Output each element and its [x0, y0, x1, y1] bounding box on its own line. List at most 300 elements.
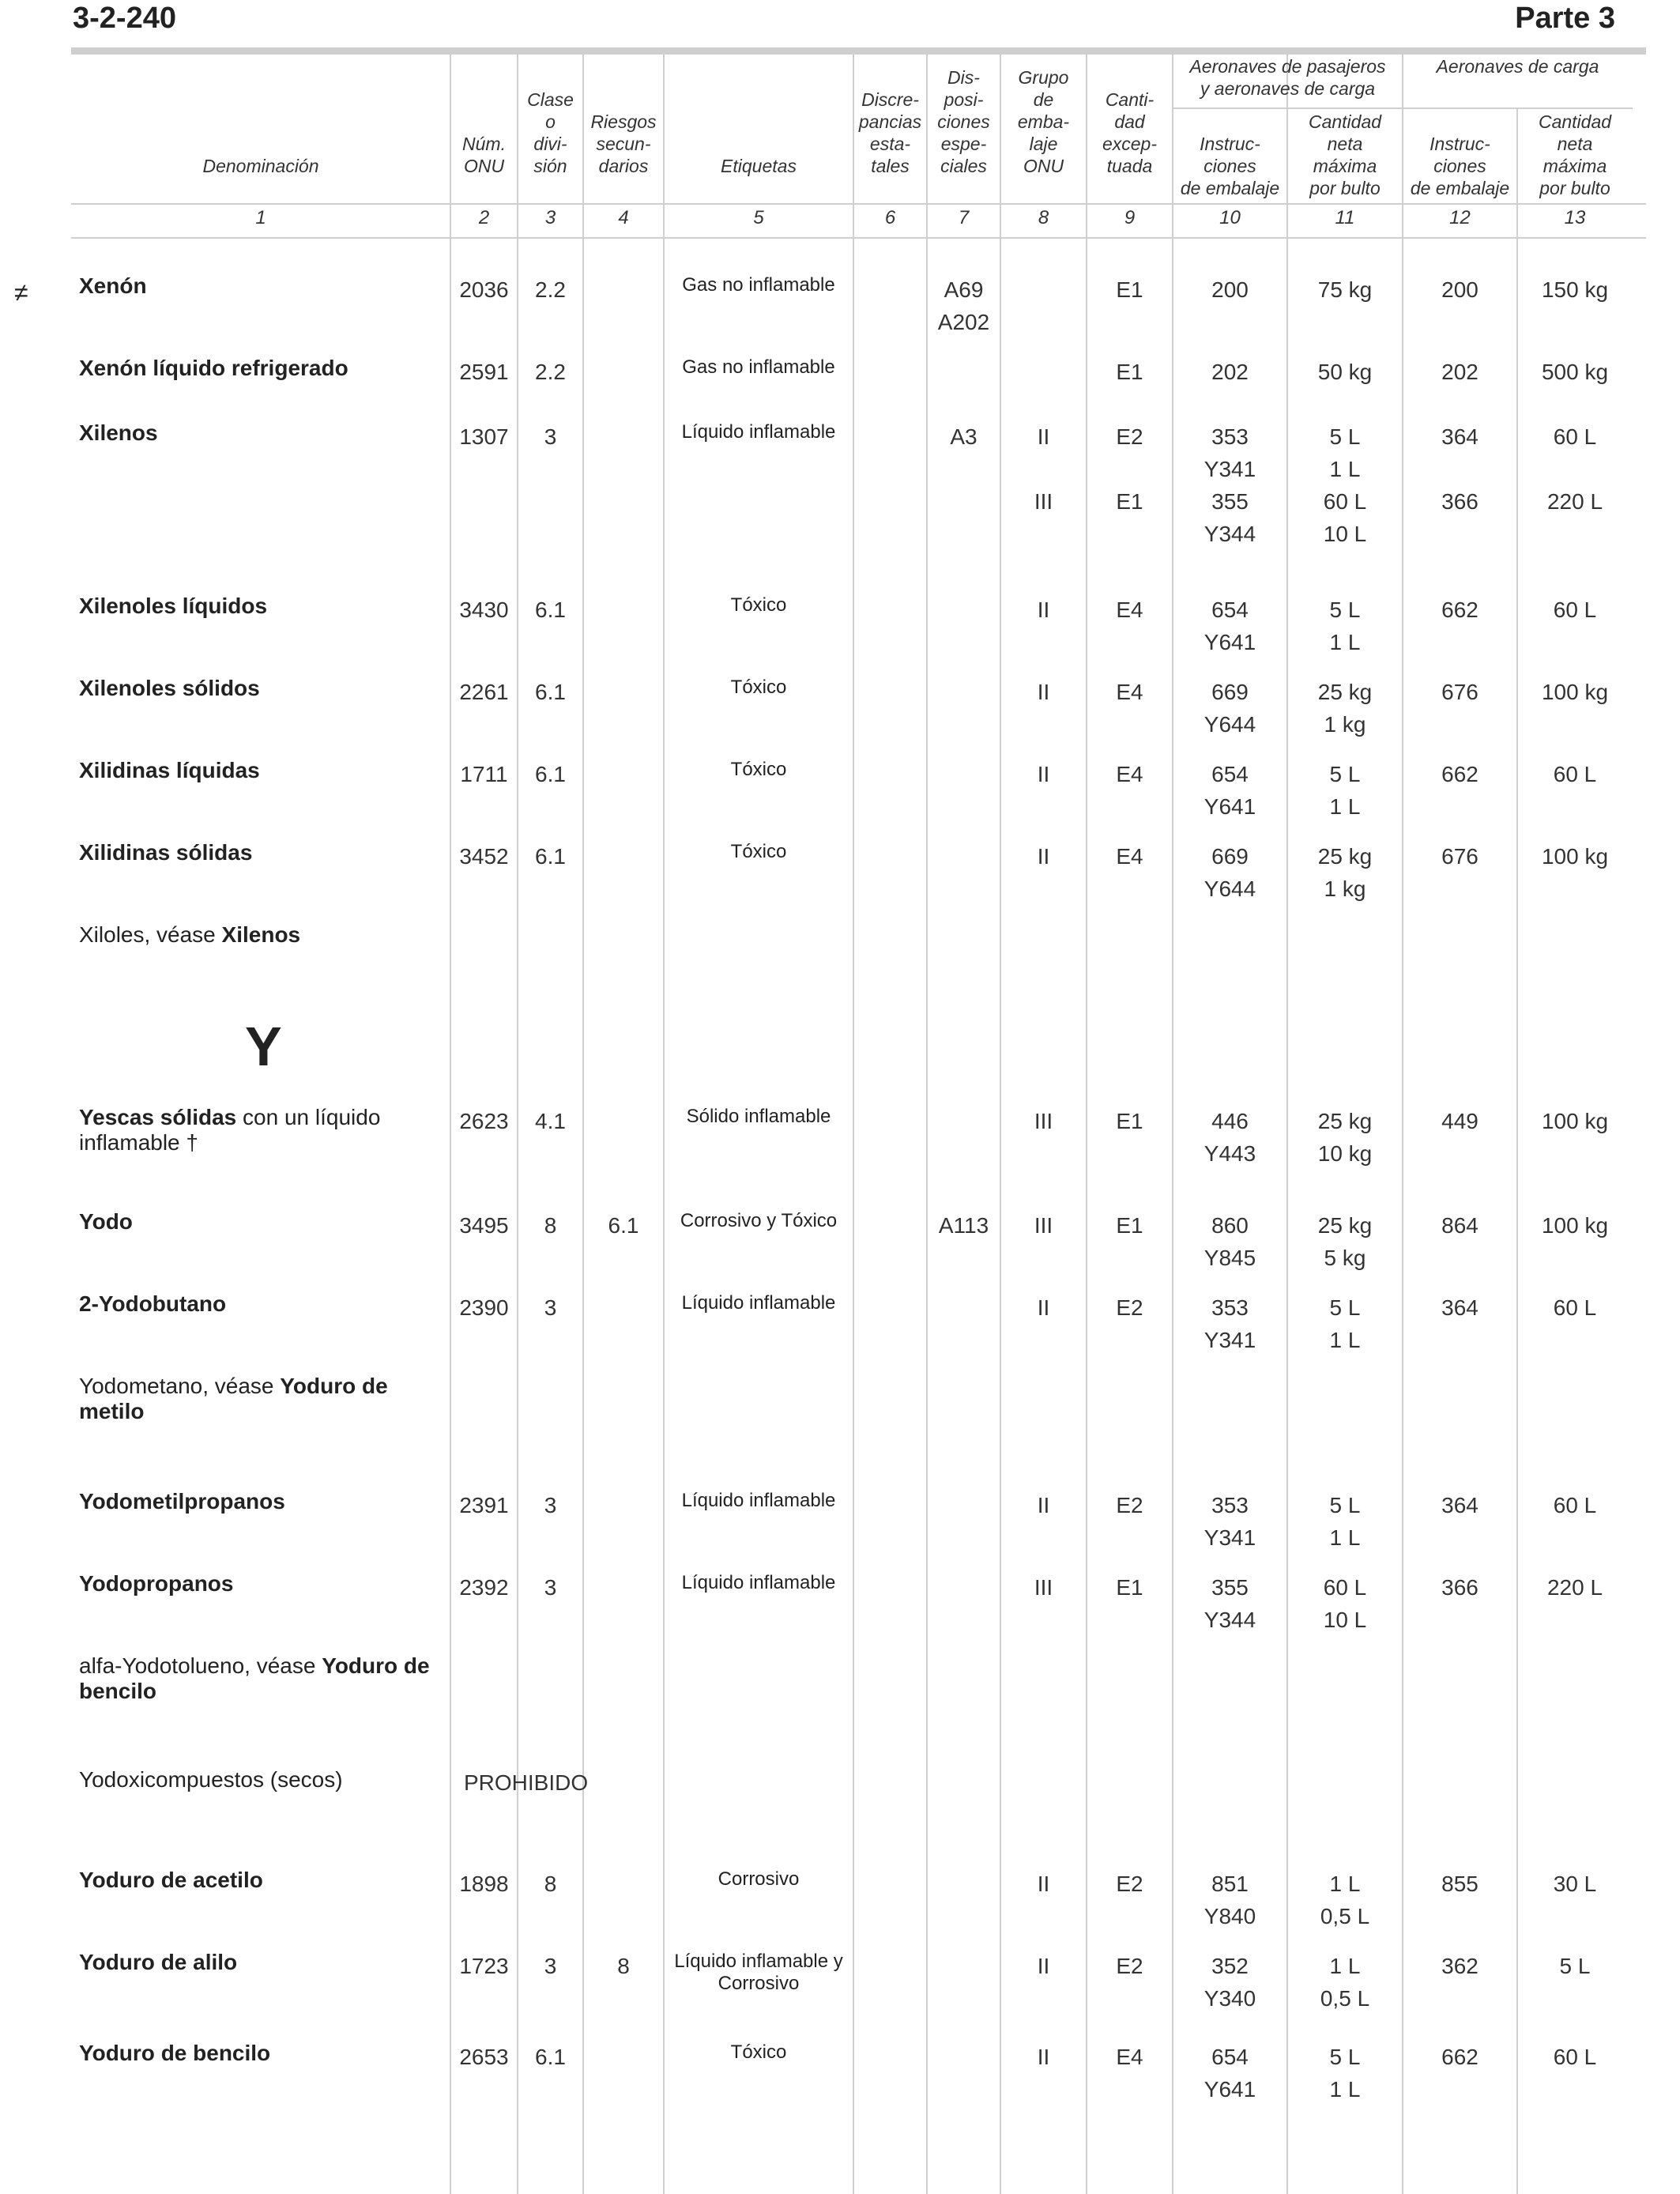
header-cantidad-exceptuada-line: Canti-	[1105, 89, 1155, 110]
header-discrepancias-line: Discre-	[861, 89, 919, 110]
cell-cantidad-1: 10 L	[1323, 522, 1367, 546]
column-number: 5	[753, 207, 764, 228]
cell-cantidad-1: 75 kg	[1317, 277, 1373, 302]
cell-clase: 8	[544, 1213, 557, 1238]
header-group-carga: Aeronaves de carga	[1436, 56, 1599, 77]
header-disposiciones-line: posi-	[944, 89, 984, 110]
cell-cantidad-exceptuada: E2	[1116, 1954, 1143, 1978]
name-bold: Xenón	[79, 273, 147, 298]
cell-onu: 3495	[459, 1213, 509, 1238]
cell-instrucciones-1: 353	[1211, 1295, 1249, 1320]
substance-name	[79, 420, 450, 446]
header-cantidad-exceptuada	[1088, 89, 1171, 177]
cell-grupo: III	[1034, 1109, 1053, 1133]
name-bold: Yoduro de bencilo	[79, 2041, 271, 2065]
column-number: 3	[544, 207, 556, 228]
cell-cantidad-exceptuada: E4	[1116, 2045, 1143, 2069]
cell-riesgo: 6.1	[608, 1213, 639, 1238]
page-number: 3-2-240	[73, 2, 176, 35]
cell-onu: 1711	[460, 762, 508, 786]
substance-name	[79, 1105, 450, 1155]
substance-name	[79, 1489, 450, 1514]
cell-etiqueta: Tóxico	[730, 594, 787, 616]
header-grupo-line: ONU	[1023, 156, 1064, 176]
cell-instrucciones-1: Y341	[1203, 457, 1256, 481]
cell-etiqueta: Tóxico	[730, 2041, 787, 2063]
cell-etiqueta: Gas no inflamable	[682, 356, 835, 378]
column-number: 11	[1335, 207, 1355, 228]
cell-instrucciones-1: 654	[1211, 598, 1249, 622]
cell-clase: 3	[544, 1954, 557, 1978]
cell-cantidad-2: 220 L	[1546, 489, 1603, 514]
cell-cantidad-exceptuada: E2	[1116, 1872, 1143, 1896]
cell-cantidad-exceptuada: E2	[1116, 1295, 1143, 1320]
cell-cantidad-exceptuada: E1	[1116, 360, 1143, 384]
cell-cantidad-2: 100 kg	[1541, 680, 1609, 704]
cell-onu: 1307	[459, 424, 509, 449]
header-clase-line: divi-	[533, 134, 567, 154]
cell-instrucciones-2: 662	[1441, 2045, 1478, 2069]
cell-instrucciones-2: 200	[1441, 277, 1478, 302]
header-riesgos-line: secun-	[596, 134, 651, 154]
header-cantidad-1	[1289, 111, 1401, 199]
header-denominacion-line: Denominación	[202, 156, 319, 176]
cell-cantidad-exceptuada: E4	[1116, 844, 1143, 869]
cell-cantidad-2: 60 L	[1553, 2045, 1597, 2069]
header-instrucciones-2-line: ciones	[1433, 156, 1486, 176]
cell-cantidad-exceptuada: E1	[1116, 277, 1143, 302]
substance-name	[79, 1374, 450, 1424]
name-suffix: con un líquido inflamable †	[79, 1105, 381, 1155]
cell-cantidad-exceptuada: E1	[1116, 1213, 1143, 1238]
cell-cantidad-exceptuada: E2	[1116, 424, 1143, 449]
cell-riesgo: 8	[617, 1954, 630, 1978]
header-group-line: Aeronaves de pasajeros	[1189, 56, 1386, 77]
header-num-onu-line: Núm.	[462, 134, 506, 154]
cell-instrucciones-2: 662	[1441, 598, 1478, 622]
cell-onu: 2392	[459, 1575, 509, 1600]
cell-instrucciones-2: 202	[1441, 360, 1478, 384]
cell-instrucciones-1: 353	[1211, 1493, 1249, 1517]
cell-instrucciones-1: 654	[1211, 762, 1249, 786]
section-letter: Y	[245, 1016, 282, 1077]
column-number: 4	[618, 207, 629, 228]
cell-grupo: II	[1037, 424, 1050, 449]
cell-grupo: III	[1034, 1575, 1053, 1600]
column-divider	[663, 55, 665, 2194]
cell-instrucciones-1: 446	[1211, 1109, 1249, 1133]
cell-disposiciones: A3	[950, 424, 977, 449]
cell-clase: 6.1	[535, 844, 566, 869]
header-riesgos-line: darios	[598, 156, 649, 176]
cell-instrucciones-2: 364	[1441, 424, 1478, 449]
cell-cantidad-1: 5 L	[1329, 2045, 1361, 2069]
cell-cantidad-1: 60 L	[1323, 489, 1367, 514]
cell-etiqueta: Líquido inflamable y Corrosivo	[674, 1951, 843, 1994]
header-etiquetas-line: Etiquetas	[721, 156, 797, 176]
cell-cantidad-1: 1 L	[1329, 1328, 1361, 1352]
header-cantidad-2-line: por bulto	[1539, 178, 1610, 198]
cell-cantidad-1: 1 L	[1329, 1954, 1361, 1978]
header-cantidad-1-line: neta	[1327, 134, 1363, 154]
cell-clase: 3	[544, 424, 557, 449]
header-discrepancias	[855, 89, 925, 177]
cell-instrucciones-1: Y340	[1203, 1986, 1256, 2011]
header-cantidad-1-line: máxima	[1313, 156, 1377, 176]
substance-name	[79, 2041, 450, 2066]
column-number: 6	[884, 207, 896, 228]
cell-cantidad-2: 60 L	[1553, 762, 1597, 786]
cell-cantidad-1: 5 L	[1329, 1493, 1361, 1517]
cell-etiqueta: Corrosivo	[718, 1868, 800, 1890]
cell-etiqueta: Líquido inflamable	[681, 421, 836, 443]
cell-cantidad-1: 50 kg	[1317, 360, 1373, 384]
column-divider	[853, 55, 854, 2194]
cell-cantidad-2: 60 L	[1553, 1295, 1597, 1320]
header-cantidad-2-line: Cantidad	[1538, 111, 1612, 132]
cell-instrucciones-1: 851	[1211, 1872, 1249, 1896]
cell-cantidad-exceptuada: E4	[1116, 680, 1143, 704]
header-group-pasajeros	[1173, 55, 1403, 100]
column-number: 2	[478, 207, 490, 228]
group-header-rule	[1173, 107, 1633, 109]
header-discrepancias-line: tales	[871, 156, 910, 176]
name-bold: Yodopropanos	[79, 1571, 234, 1596]
substance-name	[79, 356, 450, 381]
header-grupo-line: emba-	[1017, 111, 1070, 132]
substance-name	[79, 758, 450, 783]
cell-instrucciones-1: Y644	[1203, 876, 1256, 901]
cell-grupo: II	[1037, 1295, 1050, 1320]
cell-cantidad-2: 100 kg	[1541, 1213, 1609, 1238]
cell-onu: 1898	[459, 1872, 509, 1896]
cell-cantidad-1: 25 kg	[1317, 844, 1373, 869]
header-etiquetas	[665, 155, 852, 177]
cell-cantidad-1: 0,5 L	[1320, 1986, 1370, 2011]
cell-instrucciones-2: 362	[1441, 1954, 1478, 1978]
cell-etiqueta: Gas no inflamable	[682, 274, 835, 296]
change-mark: ≠	[14, 278, 28, 307]
cell-cantidad-2: 100 kg	[1541, 1109, 1609, 1133]
column-number: 9	[1124, 207, 1136, 228]
cell-clase: 6.1	[535, 680, 566, 704]
cell-clase: 2.2	[535, 277, 566, 302]
cell-grupo: III	[1034, 1213, 1053, 1238]
header-grupo-line: Grupo	[1018, 67, 1069, 88]
header-num-onu	[452, 133, 516, 177]
cell-instrucciones-1: Y641	[1203, 630, 1256, 654]
cell-cantidad-1: 60 L	[1323, 1575, 1367, 1600]
column-divider	[926, 55, 928, 2194]
cell-cantidad-exceptuada: E4	[1116, 598, 1143, 622]
cell-grupo: II	[1037, 680, 1050, 704]
cell-cantidad-1: 1 kg	[1324, 712, 1366, 737]
cell-grupo: II	[1037, 844, 1050, 869]
header-discrepancias-line: esta-	[869, 134, 911, 154]
header-instrucciones-2	[1404, 133, 1516, 199]
substance-name	[79, 273, 450, 299]
cell-instrucciones-1: 654	[1211, 2045, 1249, 2069]
header-clase-line: o	[545, 111, 556, 132]
cell-instrucciones-1: Y845	[1203, 1246, 1256, 1270]
name-prefix: Xiloles, véase	[79, 922, 222, 947]
header-denominacion	[73, 155, 449, 177]
name-bold: Xilidinas sólidas	[79, 840, 253, 865]
cell-onu: 2036	[459, 277, 509, 302]
substance-name	[79, 1291, 450, 1317]
cell-cantidad-exceptuada: E1	[1116, 1575, 1143, 1600]
cell-instrucciones-1: Y341	[1203, 1328, 1256, 1352]
header-clase-line: sión	[533, 156, 567, 176]
cell-etiqueta: Sólido inflamable	[686, 1106, 831, 1127]
header-disposiciones	[929, 66, 999, 177]
cell-cantidad-exceptuada: E1	[1116, 1109, 1143, 1133]
name-bold: Yodometilpropanos	[79, 1489, 285, 1514]
cell-onu: 3430	[459, 598, 509, 622]
column-number: 13	[1564, 207, 1586, 228]
cell-clase: 6.1	[535, 762, 566, 786]
cell-disposiciones: A69	[944, 277, 984, 302]
cell-instrucciones-1: Y644	[1203, 712, 1256, 737]
cell-cantidad-1: 1 L	[1329, 1525, 1361, 1550]
cell-cantidad-1: 5 L	[1329, 762, 1361, 786]
cell-onu: 2390	[459, 1295, 509, 1320]
cell-etiqueta: Tóxico	[730, 841, 787, 862]
cell-cantidad-1: 1 L	[1329, 794, 1361, 819]
cell-grupo: II	[1037, 598, 1050, 622]
name-bold: Xenón líquido refrigerado	[79, 356, 348, 380]
substance-name	[79, 594, 450, 619]
cell-clase: 8	[544, 1872, 557, 1896]
header-num-onu-line: ONU	[463, 156, 505, 176]
cell-onu: 2591	[459, 360, 509, 384]
name-prefix: Yodometano, véase	[79, 1374, 281, 1398]
header-cantidad-2-line: neta	[1557, 134, 1593, 154]
cell-etiqueta: Tóxico	[730, 759, 787, 780]
name-bold: Xilidinas líquidas	[79, 758, 260, 782]
cell-instrucciones-1: 353	[1211, 424, 1249, 449]
substance-name	[79, 1209, 450, 1235]
cell-grupo: II	[1037, 1954, 1050, 1978]
cell-instrucciones-2: 366	[1441, 489, 1478, 514]
header-discrepancias-line: pancias	[858, 111, 922, 132]
substance-name	[79, 840, 450, 865]
cell-onu: 2653	[459, 2045, 509, 2069]
cell-instrucciones-1: Y641	[1203, 794, 1256, 819]
cell-cantidad-2: 220 L	[1546, 1575, 1603, 1600]
header-cantidad-exceptuada-line: dad	[1114, 111, 1145, 132]
name-bold: Yoduro de alilo	[79, 1950, 238, 1974]
column-number: 10	[1219, 207, 1241, 228]
name-bold: Xilenos	[221, 922, 301, 947]
header-instrucciones-1	[1174, 133, 1286, 199]
header-rule	[71, 203, 1646, 205]
header-cantidad-2	[1519, 111, 1631, 199]
cell-cantidad-1: 1 kg	[1324, 876, 1366, 901]
cell-instrucciones-1: 200	[1211, 277, 1249, 302]
cell-instrucciones-2: 449	[1441, 1109, 1478, 1133]
cell-cantidad-2: 60 L	[1553, 424, 1597, 449]
header-cantidad-exceptuada-line: excep-	[1102, 134, 1158, 154]
cell-etiqueta: Líquido inflamable	[681, 1292, 836, 1314]
header-disposiciones-line: espe-	[940, 134, 987, 154]
header-instrucciones-2-line: de embalaje	[1410, 178, 1510, 198]
cell-cantidad-1: 5 L	[1329, 598, 1361, 622]
cell-instrucciones-1: Y344	[1203, 1608, 1256, 1632]
name-bold: Yoduro de acetilo	[79, 1868, 263, 1892]
cell-instrucciones-1: 202	[1211, 360, 1249, 384]
header-riesgos-line: Riesgos	[590, 111, 657, 132]
column-number: 7	[958, 207, 970, 228]
header-cantidad-1-line: por bulto	[1309, 178, 1381, 198]
header-disposiciones-line: ciales	[940, 156, 987, 176]
cell-cantidad-1: 5 kg	[1324, 1246, 1366, 1270]
cell-etiqueta: Tóxico	[730, 677, 787, 698]
cell-instrucciones-1: Y344	[1203, 522, 1256, 546]
cell-instrucciones-1: Y840	[1203, 1904, 1256, 1928]
header-cantidad-1-line: Cantidad	[1308, 111, 1382, 132]
cell-cantidad-1: 25 kg	[1317, 680, 1373, 704]
header-instrucciones-1-line: de embalaje	[1180, 178, 1280, 198]
substance-name	[79, 1950, 450, 1975]
cell-grupo: II	[1037, 762, 1050, 786]
cell-instrucciones-2: 364	[1441, 1493, 1478, 1517]
substance-name	[79, 922, 450, 948]
cell-instrucciones-2: 366	[1441, 1575, 1478, 1600]
cell-cantidad-2: 60 L	[1553, 1493, 1597, 1517]
cell-grupo: III	[1034, 489, 1053, 514]
cell-disposiciones: A202	[937, 310, 990, 334]
cell-cantidad-2: 150 kg	[1541, 277, 1609, 302]
cell-cantidad-2: 100 kg	[1541, 844, 1609, 869]
cell-cantidad-1: 10 L	[1323, 1608, 1367, 1632]
cell-clase: 3	[544, 1493, 557, 1517]
header-grupo-line: laje	[1029, 134, 1058, 154]
cell-etiqueta: Corrosivo y Tóxico	[680, 1210, 838, 1231]
name-bold: Yodo	[79, 1209, 133, 1234]
substance-name	[79, 1571, 450, 1596]
name-bold: 2-Yodobutano	[79, 1291, 227, 1316]
top-rule	[71, 47, 1646, 55]
cell-cantidad-1: 5 L	[1329, 424, 1361, 449]
cell-onu: 1723	[459, 1954, 509, 1978]
cell-clase: 3	[544, 1295, 557, 1320]
cell-cantidad-exceptuada: E2	[1116, 1493, 1143, 1517]
column-number: 1	[255, 207, 266, 228]
header-clase-line: Clase	[527, 89, 574, 110]
cell-instrucciones-1: Y341	[1203, 1525, 1256, 1550]
cell-grupo: II	[1037, 2045, 1050, 2069]
cell-cantidad-1: 1 L	[1329, 630, 1361, 654]
cell-cantidad-1: 5 L	[1329, 1295, 1361, 1320]
cell-instrucciones-2: 864	[1441, 1213, 1478, 1238]
cell-instrucciones-2: 676	[1441, 680, 1478, 704]
header-disposiciones-line: Dis-	[947, 67, 980, 88]
cell-cantidad-exceptuada: E1	[1116, 489, 1143, 514]
header-cantidad-2-line: máxima	[1543, 156, 1607, 176]
cell-grupo: II	[1037, 1872, 1050, 1896]
name-prefix: alfa-Yodotolueno, véase	[79, 1653, 322, 1678]
name-bold: Xilenos	[79, 420, 158, 445]
cell-cantidad-1: 1 L	[1329, 1872, 1361, 1896]
column-number: 8	[1038, 207, 1049, 228]
cell-instrucciones-2: 364	[1441, 1295, 1478, 1320]
cell-clase: 6.1	[535, 598, 566, 622]
cell-disposiciones: A113	[938, 1213, 989, 1238]
header-cantidad-exceptuada-line: tuada	[1106, 156, 1153, 176]
cell-clase: 6.1	[535, 2045, 566, 2069]
cell-instrucciones-2: 662	[1441, 762, 1478, 786]
substance-name	[79, 676, 450, 701]
name-bold: Xilenoles líquidos	[79, 594, 268, 618]
cell-clase: 4.1	[535, 1109, 566, 1133]
cell-cantidad-2: 30 L	[1553, 1872, 1597, 1896]
cell-instrucciones-1: Y641	[1203, 2077, 1256, 2102]
cell-cantidad-1: 10 kg	[1317, 1141, 1373, 1166]
cell-onu: 2261	[459, 680, 509, 704]
cell-etiqueta: Líquido inflamable	[681, 1572, 836, 1593]
cell-cantidad-2: 5 L	[1559, 1954, 1591, 1978]
cell-etiqueta: Líquido inflamable	[681, 1490, 836, 1511]
header-instrucciones-1-line: Instruc-	[1200, 134, 1260, 154]
header-clase	[519, 89, 582, 177]
substance-name	[79, 1653, 450, 1704]
cell-instrucciones-1: 860	[1211, 1213, 1249, 1238]
name-bold: Yoduro de bencilo	[79, 1653, 430, 1703]
cell-onu: 2391	[459, 1493, 509, 1517]
header-instrucciones-2-line: Instruc-	[1430, 134, 1490, 154]
cell-clase: 2.2	[535, 360, 566, 384]
name-bold: Yoduro de metilo	[79, 1374, 388, 1423]
cell-instrucciones-2: 676	[1441, 844, 1478, 869]
colnum-rule	[71, 237, 1646, 239]
header-grupo-line: de	[1033, 89, 1054, 110]
cell-instrucciones-1: 352	[1211, 1954, 1249, 1978]
cell-cantidad-1: 25 kg	[1317, 1213, 1373, 1238]
cell-instrucciones-1: 355	[1211, 1575, 1249, 1600]
prohibido-label: PROHIBIDO	[464, 1770, 589, 1795]
cell-instrucciones-2: 855	[1441, 1872, 1478, 1896]
cell-cantidad-2: 500 kg	[1541, 360, 1609, 384]
cell-cantidad-1: 0,5 L	[1320, 1904, 1370, 1928]
substance-name	[79, 1868, 450, 1893]
name-bold: Yescas sólidas	[79, 1105, 237, 1129]
cell-instrucciones-1: 669	[1211, 680, 1249, 704]
cell-cantidad-2: 60 L	[1553, 598, 1597, 622]
substance-name	[79, 1767, 450, 1793]
cell-instrucciones-1: Y443	[1203, 1141, 1256, 1166]
header-grupo	[1002, 66, 1085, 177]
cell-grupo: II	[1037, 1493, 1050, 1517]
column-number: 12	[1449, 207, 1471, 228]
cell-onu: 3452	[459, 844, 509, 869]
cell-cantidad-1: 25 kg	[1317, 1109, 1373, 1133]
header-instrucciones-1-line: ciones	[1203, 156, 1256, 176]
cell-cantidad-exceptuada: E4	[1116, 762, 1143, 786]
part-label: Parte 3	[1515, 2, 1615, 35]
cell-clase: 3	[544, 1575, 557, 1600]
cell-instrucciones-1: 355	[1211, 489, 1249, 514]
cell-cantidad-1: 1 L	[1329, 457, 1361, 481]
header-disposiciones-line: ciones	[937, 111, 990, 132]
cell-cantidad-1: 1 L	[1329, 2077, 1361, 2102]
header-riesgos	[585, 111, 662, 177]
name-bold: Xilenoles sólidos	[79, 676, 260, 700]
name-prefix: Yodoxicompuestos (secos)	[79, 1767, 343, 1792]
cell-instrucciones-1: 669	[1211, 844, 1249, 869]
header-group-line: y aeronaves de carga	[1200, 78, 1376, 99]
cell-onu: 2623	[459, 1109, 509, 1133]
